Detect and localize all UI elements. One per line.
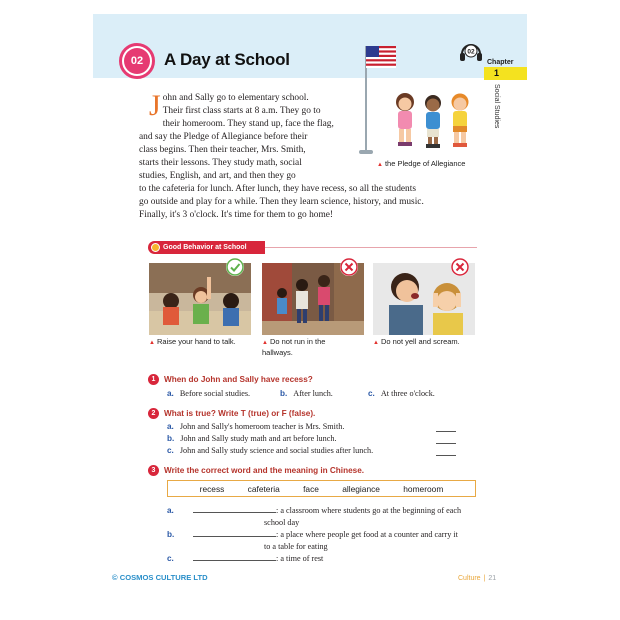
- definition-text: : a place where people get food at a counter and carry it: [276, 530, 458, 539]
- subject-label: Social Studies: [493, 84, 500, 129]
- word-bank-item: face: [303, 483, 319, 494]
- section-title: Good Behavior at School: [163, 244, 247, 251]
- definition-blank[interactable]: [193, 529, 276, 537]
- word-bank-item: cafeteria: [247, 483, 280, 494]
- photo-caption: [149, 337, 236, 348]
- answer-blank[interactable]: [436, 455, 456, 456]
- definition-text: : a time of rest: [276, 554, 324, 563]
- word-bank-item: allegiance: [342, 483, 380, 494]
- page-number: 21: [488, 575, 497, 582]
- question-number: 3: [148, 465, 159, 476]
- reading-line: go outside and play for a while. Then they learn science, history, and music.: [139, 197, 424, 207]
- reading-line: ohn and Sally go to elementary school.: [162, 93, 309, 103]
- answer-option[interactable]: b. After lunch.: [280, 389, 333, 398]
- question-text: What is true? Write T (true) or F (false).: [164, 409, 316, 418]
- reading-passage: [139, 89, 479, 222]
- question-text: Write the correct word and the meaning in Chinese.: [164, 466, 365, 475]
- drop-cap: J: [149, 89, 161, 122]
- section-divider: [265, 247, 477, 248]
- definition-a: a. : a classroom where students go at the beginning of each school day: [167, 506, 462, 527]
- photo-caption: [262, 337, 352, 357]
- headphones-icon[interactable]: [458, 40, 484, 64]
- triangle-icon: ▲: [377, 162, 383, 168]
- lesson-number: 02: [124, 48, 150, 74]
- us-flag-icon: [366, 46, 396, 68]
- word-bank: [167, 480, 476, 497]
- cross-icon: [340, 258, 358, 276]
- audio-track: 02: [467, 48, 475, 56]
- cross-icon: [451, 258, 469, 276]
- definition-text: : a classroom where students go at the beginning of each: [276, 506, 462, 515]
- chapter-label: Chapter: [487, 59, 514, 66]
- definition-blank[interactable]: [193, 553, 276, 561]
- check-icon: [226, 258, 244, 276]
- true-false-item: a. John and Sally's homeroom teacher is Mrs. Smith.: [167, 422, 345, 431]
- definition-text: school day: [264, 518, 300, 527]
- answer-option[interactable]: a. Before social studies.: [167, 389, 251, 398]
- reading-line: starts their lessons. They study math, social: [139, 158, 302, 168]
- reading-line: and say the Pledge of Allegiance before their: [139, 132, 308, 142]
- reading-line: Finally, it's 3 o'clock. It's time for them to go home!: [139, 210, 334, 220]
- photo-caption-text: Do not yell and scream.: [380, 337, 460, 346]
- definition-blank[interactable]: [193, 505, 276, 513]
- flag-caption-text: the Pledge of Allegiance: [384, 159, 466, 168]
- definition-b: b. : a place where people get food at a counter and carry it to a table for eating: [167, 530, 458, 551]
- question-number: 1: [148, 374, 159, 385]
- photo-caption-text: Do not run in the hallways.: [262, 337, 326, 357]
- section-header: [148, 241, 265, 254]
- question-number: 2: [148, 408, 159, 419]
- definition-text: to a table for eating: [264, 542, 328, 551]
- copyright: © COSMOS CULTURE LTD: [112, 573, 208, 582]
- photo-caption: [373, 337, 460, 348]
- answer-option[interactable]: c. At three o'clock.: [368, 389, 435, 398]
- triangle-icon: ▲: [262, 340, 268, 346]
- photo-caption-text: Raise your hand to talk.: [156, 337, 236, 346]
- page-title: A Day at School: [164, 50, 290, 69]
- reading-line: class begins. Then their teacher, Mrs. Smith,: [139, 145, 306, 155]
- reading-line: Their first class starts at 8 a.m. They go to: [162, 106, 321, 116]
- definition-c: c. : a time of rest: [167, 554, 324, 563]
- page-footer: Culture | 21: [458, 575, 497, 582]
- answer-blank[interactable]: [436, 443, 456, 444]
- answer-blank[interactable]: [436, 431, 456, 432]
- true-false-item: c. John and Sally study science and social studies after lunch.: [167, 446, 374, 455]
- lesson-badge: [119, 43, 155, 79]
- word-bank-item: homeroom: [403, 483, 444, 494]
- question-text: When do John and Sally have recess?: [164, 375, 313, 384]
- section-dot-icon: [151, 243, 160, 252]
- reading-line: studies, English, and art, and then they go: [139, 171, 296, 181]
- reading-line: their homeroom. They stand up, face the flag,: [162, 119, 334, 129]
- footer-section: Culture: [458, 575, 481, 582]
- true-false-item: b. John and Sally study math and art before lunch.: [167, 434, 337, 443]
- reading-line: to the cafeteria for lunch. After lunch, they have recess, so all the students: [139, 184, 416, 194]
- triangle-icon: ▲: [373, 340, 379, 346]
- chapter-number: 1: [484, 67, 527, 80]
- triangle-icon: ▲: [149, 340, 155, 346]
- word-bank-item: recess: [199, 483, 225, 494]
